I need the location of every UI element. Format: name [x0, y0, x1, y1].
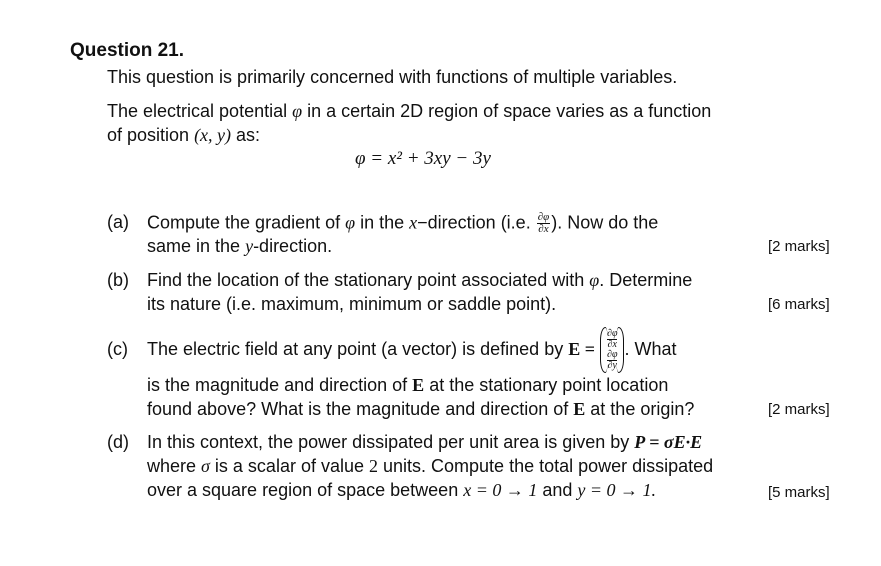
text: units. Compute the total power dissipated	[378, 456, 714, 476]
part-c-marks: [2 marks]	[768, 401, 830, 418]
right-bracket	[616, 327, 624, 373]
text: . Determine	[599, 270, 693, 290]
denominator: ∂x	[538, 223, 549, 235]
part-c-line3	[147, 399, 694, 420]
part-b-line1	[147, 270, 692, 291]
part-d-line2	[147, 456, 713, 477]
sigma-symbol: σ	[201, 456, 210, 476]
sigma-value: 2	[369, 456, 378, 476]
text: Find the location of the stationary point associated with	[147, 270, 590, 290]
E-symbol: E	[573, 399, 586, 419]
gradient-vector	[600, 329, 624, 371]
question-body-line2	[107, 125, 260, 146]
text: same in the	[147, 236, 246, 256]
text: in the	[355, 212, 410, 233]
denominator: ∂x	[607, 339, 617, 351]
part-a-marks: [2 marks]	[768, 238, 830, 255]
part-a-line1	[147, 212, 658, 235]
phi-symbol: φ	[345, 212, 356, 233]
text: Compute the gradient of	[147, 212, 346, 233]
question-body-line1	[107, 101, 711, 122]
partial-fraction	[537, 212, 551, 235]
text: at the stationary point location	[424, 375, 669, 395]
part-a-line2	[147, 236, 332, 257]
y-range: y = 0 → 1.	[577, 480, 657, 500]
E-symbol: E =	[568, 339, 595, 359]
text: at the origin?	[585, 399, 695, 419]
y-symbol: y	[245, 236, 254, 256]
position-xy: (x, y)	[194, 125, 232, 145]
part-c-label: (c)	[107, 339, 128, 359]
numerator: ∂φ	[537, 211, 550, 223]
field-definition	[568, 339, 595, 359]
text: is the magnitude and direction of	[147, 375, 413, 395]
x-symbol: x	[409, 212, 418, 233]
E-symbol: E	[412, 375, 425, 395]
question-intro: This question is primarily concerned with functions of multiple variables.	[107, 67, 678, 87]
power-equation: P = σE·E	[634, 432, 703, 452]
part-d-marks: [5 marks]	[768, 484, 830, 501]
part-c-line1	[147, 323, 677, 375]
text: -direction.	[253, 236, 333, 256]
part-d-line3	[147, 480, 656, 501]
text: . What	[624, 339, 677, 359]
text: of position	[107, 125, 195, 145]
phi-symbol: φ	[292, 101, 303, 121]
part-c-line2	[147, 375, 668, 396]
part-d-line1	[147, 432, 702, 453]
text: The electric field at any point (a vector) is defined by	[147, 339, 569, 359]
phi-symbol: φ	[589, 270, 600, 290]
text: as:	[231, 125, 261, 145]
numerator: ∂φ	[607, 328, 618, 340]
text: The electrical potential	[107, 101, 293, 121]
question-title: Question 21.	[70, 40, 185, 61]
part-d-label: (d)	[107, 432, 129, 452]
text: in a certain 2D region of space varies as a function	[302, 101, 712, 121]
x-range: x = 0 → 1	[463, 480, 538, 500]
text: and	[537, 480, 578, 500]
denominator: ∂y	[607, 360, 617, 372]
text: over a square region of space between	[147, 480, 464, 500]
numerator: ∂φ	[607, 349, 618, 361]
text: −direction (i.e.	[417, 212, 536, 233]
text: In this context, the power dissipated per unit area is given by	[147, 432, 635, 452]
left-bracket	[600, 327, 608, 373]
text: is a scalar of value	[209, 456, 369, 476]
potential-equation: φ = x² + 3xy − 3y	[355, 148, 491, 169]
part-b-line2: its nature (i.e. maximum, minimum or saddle point).	[147, 294, 557, 314]
part-b-marks: [6 marks]	[768, 296, 830, 313]
text: ). Now do the	[551, 212, 659, 233]
part-b-label: (b)	[107, 270, 129, 290]
text: where	[147, 456, 202, 476]
text: found above? What is the magnitude and direction of	[147, 399, 574, 419]
part-a-label: (a)	[107, 212, 129, 232]
